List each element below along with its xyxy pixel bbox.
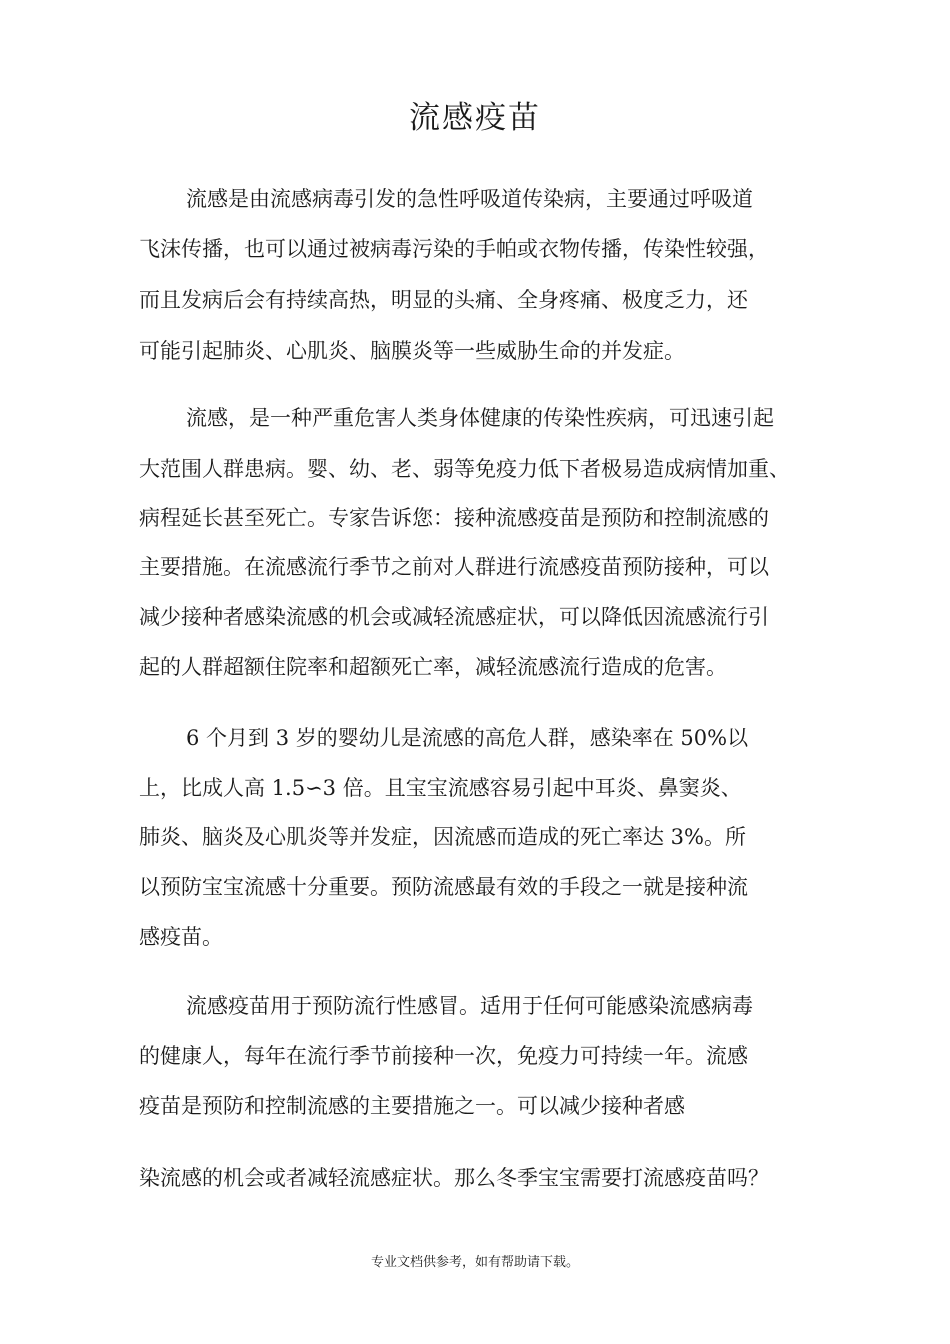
paragraph-line: 6 个月到 3 岁的婴幼儿是流感的高危人群，感染率在 50%以 bbox=[186, 726, 749, 750]
paragraph-line: 大范围人群患病。婴、幼、老、弱等免疫力低下者极易造成病情加重、 bbox=[139, 457, 790, 481]
paragraph-line: 上，比成人高 1.5∽3 倍。且宝宝流感容易引起中耳炎、鼻窦炎、 bbox=[139, 776, 742, 800]
paragraph-line: 流感，是一种严重危害人类身体健康的传染性疾病，可迅速引起 bbox=[186, 406, 774, 430]
paragraph-line: 肺炎、脑炎及心肌炎等并发症，因流感而造成的死亡率达 3%。所 bbox=[139, 825, 746, 849]
paragraph-line: 染流感的机会或者减轻流感症状。那么冬季宝宝需要打流感疫苗吗？ bbox=[139, 1166, 769, 1190]
paragraph-line: 以预防宝宝流感十分重要。预防流感最有效的手段之一就是接种流 bbox=[139, 875, 748, 899]
paragraph-line: 主要措施。在流感流行季节之前对人群进行流感疫苗预防接种，可以 bbox=[139, 555, 769, 579]
paragraph-line: 减少接种者感染流感的机会或减轻流感症状，可以降低因流感流行引 bbox=[139, 605, 769, 629]
paragraph-line: 可能引起肺炎、心肌炎、脑膜炎等一些威胁生命的并发症。 bbox=[139, 339, 685, 363]
paragraph-line: 流感是由流感病毒引发的急性呼吸道传染病，主要通过呼吸道 bbox=[186, 187, 753, 211]
paragraph-line: 的健康人，每年在流行季节前接种一次，免疫力可持续一年。流感 bbox=[139, 1044, 748, 1068]
paragraph-line: 病程延长甚至死亡。专家告诉您：接种流感疫苗是预防和控制流感的 bbox=[139, 506, 769, 530]
document-title: 流感疫苗 bbox=[409, 100, 541, 136]
paragraph-line: 而且发病后会有持续高热，明显的头痛、全身疼痛、极度乏力，还 bbox=[139, 288, 748, 312]
paragraph-line: 飞沫传播，也可以通过被病毒污染的手帕或衣物传播，传染性较强， bbox=[139, 237, 769, 261]
paragraph-line: 疫苗是预防和控制流感的主要措施之一。可以减少接种者感 bbox=[139, 1094, 685, 1118]
paragraph-line: 感疫苗。 bbox=[139, 925, 223, 949]
paragraph-line: 起的人群超额住院率和超额死亡率，减轻流感流行造成的危害。 bbox=[139, 655, 727, 679]
page-footer: 专业文档供参考，如有帮助请下载。 bbox=[370, 1255, 579, 1270]
paragraph-line: 流感疫苗用于预防流行性感冒。适用于任何可能感染流感病毒 bbox=[186, 994, 753, 1018]
